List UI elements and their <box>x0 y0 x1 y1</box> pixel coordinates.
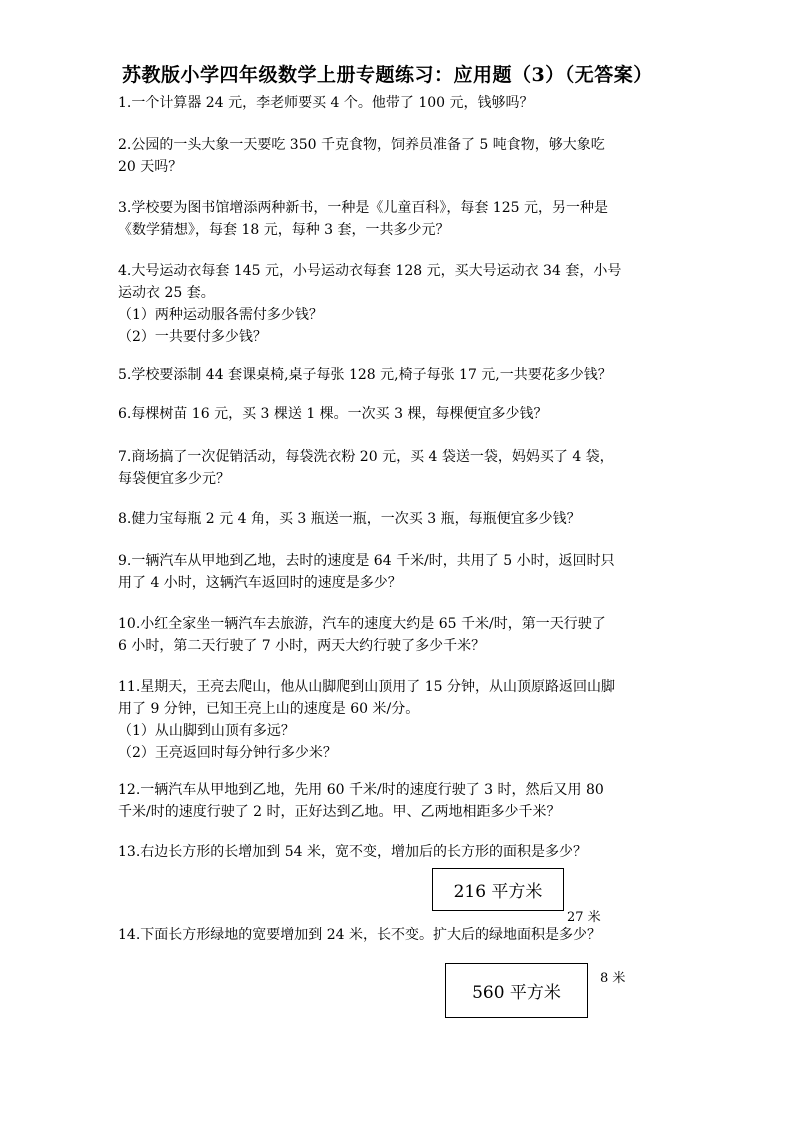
question-line: 6.每棵树苗 16 元，买 3 棵送 1 棵。一次买 3 棵，每棵便宜多少钱？ <box>118 406 548 422</box>
question-13 <box>118 841 678 863</box>
question-line: 运动衣 25 套。 <box>118 285 215 301</box>
question-4 <box>118 260 678 348</box>
question-line: 用了 9 分钟，已知王亮上山的速度是 60 米/分。 <box>118 701 420 717</box>
question-7 <box>118 446 678 490</box>
question-line: 7.商场搞了一次促销活动，每袋洗衣粉 20 元，买 4 袋送一袋，妈妈买了 4 袋， <box>118 449 614 465</box>
question-line: 20 天吗？ <box>118 159 183 175</box>
question-line: 3.学校要为图书馆增添两种新书，一种是《儿童百科》，每套 125 元，另一种是 <box>118 200 608 216</box>
question-12 <box>118 779 678 823</box>
question-line: 2.公园的一头大象一天要吃 350 千克食物，饲养员准备了 5 吨食物，够大象吃 <box>118 137 605 153</box>
question-line: 10.小红全家坐一辆汽车去旅游，汽车的速度大约是 65 千米/时，第一天行驶了 <box>118 616 606 632</box>
sub-question: （1）从山脚到山顶有多远？ <box>118 723 295 739</box>
rectangle-figure-13 <box>432 868 564 911</box>
sub-question: （2）一共要付多少钱？ <box>118 329 267 345</box>
rectangle-area-label: 216 平方米 <box>453 882 543 902</box>
question-line: 8.健力宝每瓶 2 元 4 角，买 3 瓶送一瓶，一次买 3 瓶，每瓶便宜多少钱？ <box>118 511 581 527</box>
question-10 <box>118 613 678 657</box>
question-line: 12.一辆汽车从甲地到乙地，先用 60 千米/时的速度行驶了 3 时，然后又用 80 <box>118 782 604 798</box>
question-1 <box>118 92 678 114</box>
question-2 <box>118 134 678 178</box>
question-line: 9.一辆汽车从甲地到乙地，去时的速度是 64 千米/时，共用了 5 小时，返回时只 <box>118 553 615 569</box>
page-title: 苏教版小学四年级数学上册专题练习：应用题（3）（无答案） <box>122 64 653 86</box>
question-line: 6 小时，第二天行驶了 7 小时，两天大约行驶了多少千米？ <box>118 638 486 654</box>
rectangle-side-label: 8 米 <box>600 971 626 986</box>
sub-question: （1）两种运动服各需付多少钱？ <box>118 307 323 323</box>
question-line: 11.星期天，王亮去爬山，他从山脚爬到山顶用了 15 分钟，从山顶原路返回山脚 <box>118 679 615 695</box>
question-3 <box>118 197 678 241</box>
question-11 <box>118 676 678 764</box>
sub-question: （2）王亮返回时每分钟行多少米？ <box>118 745 337 761</box>
question-line: 每袋便宜多少元？ <box>118 471 230 487</box>
question-line: 用了 4 小时，这辆汽车返回时的速度是多少？ <box>118 575 402 591</box>
rectangle-area-label: 560 平方米 <box>472 983 561 1003</box>
question-6 <box>118 403 678 425</box>
rectangle-side-label: 27 米 <box>567 910 601 925</box>
question-9 <box>118 550 678 594</box>
question-line: 1.一个计算器 24 元，李老师要买 4 个。他带了 100 元，钱够吗？ <box>118 95 534 111</box>
question-line: 13.右边长方形的长增加到 54 米，宽不变，增加后的长方形的面积是多少？ <box>118 844 587 860</box>
question-line: 4.大号运动衣每套 145 元，小号运动衣每套 128 元，买大号运动衣 34 套，小号 <box>118 263 622 279</box>
question-14 <box>118 924 678 946</box>
question-line: 千米/时的速度行驶了 2 时，正好达到乙地。甲、乙两地相距多少千米？ <box>118 804 561 820</box>
question-line: 5.学校要添制 44 套课桌椅,桌子每张 128 元,椅子每张 17 元,一共要花多少钱？ <box>118 367 612 383</box>
question-8 <box>118 508 678 530</box>
question-5 <box>118 364 678 386</box>
rectangle-figure-14 <box>445 963 588 1018</box>
question-line: 《数学猜想》，每套 18 元，每种 3 套，一共多少元？ <box>118 222 450 238</box>
question-line: 14.下面长方形绿地的宽要增加到 24 米，长不变。扩大后的绿地面积是多少？ <box>118 927 601 943</box>
